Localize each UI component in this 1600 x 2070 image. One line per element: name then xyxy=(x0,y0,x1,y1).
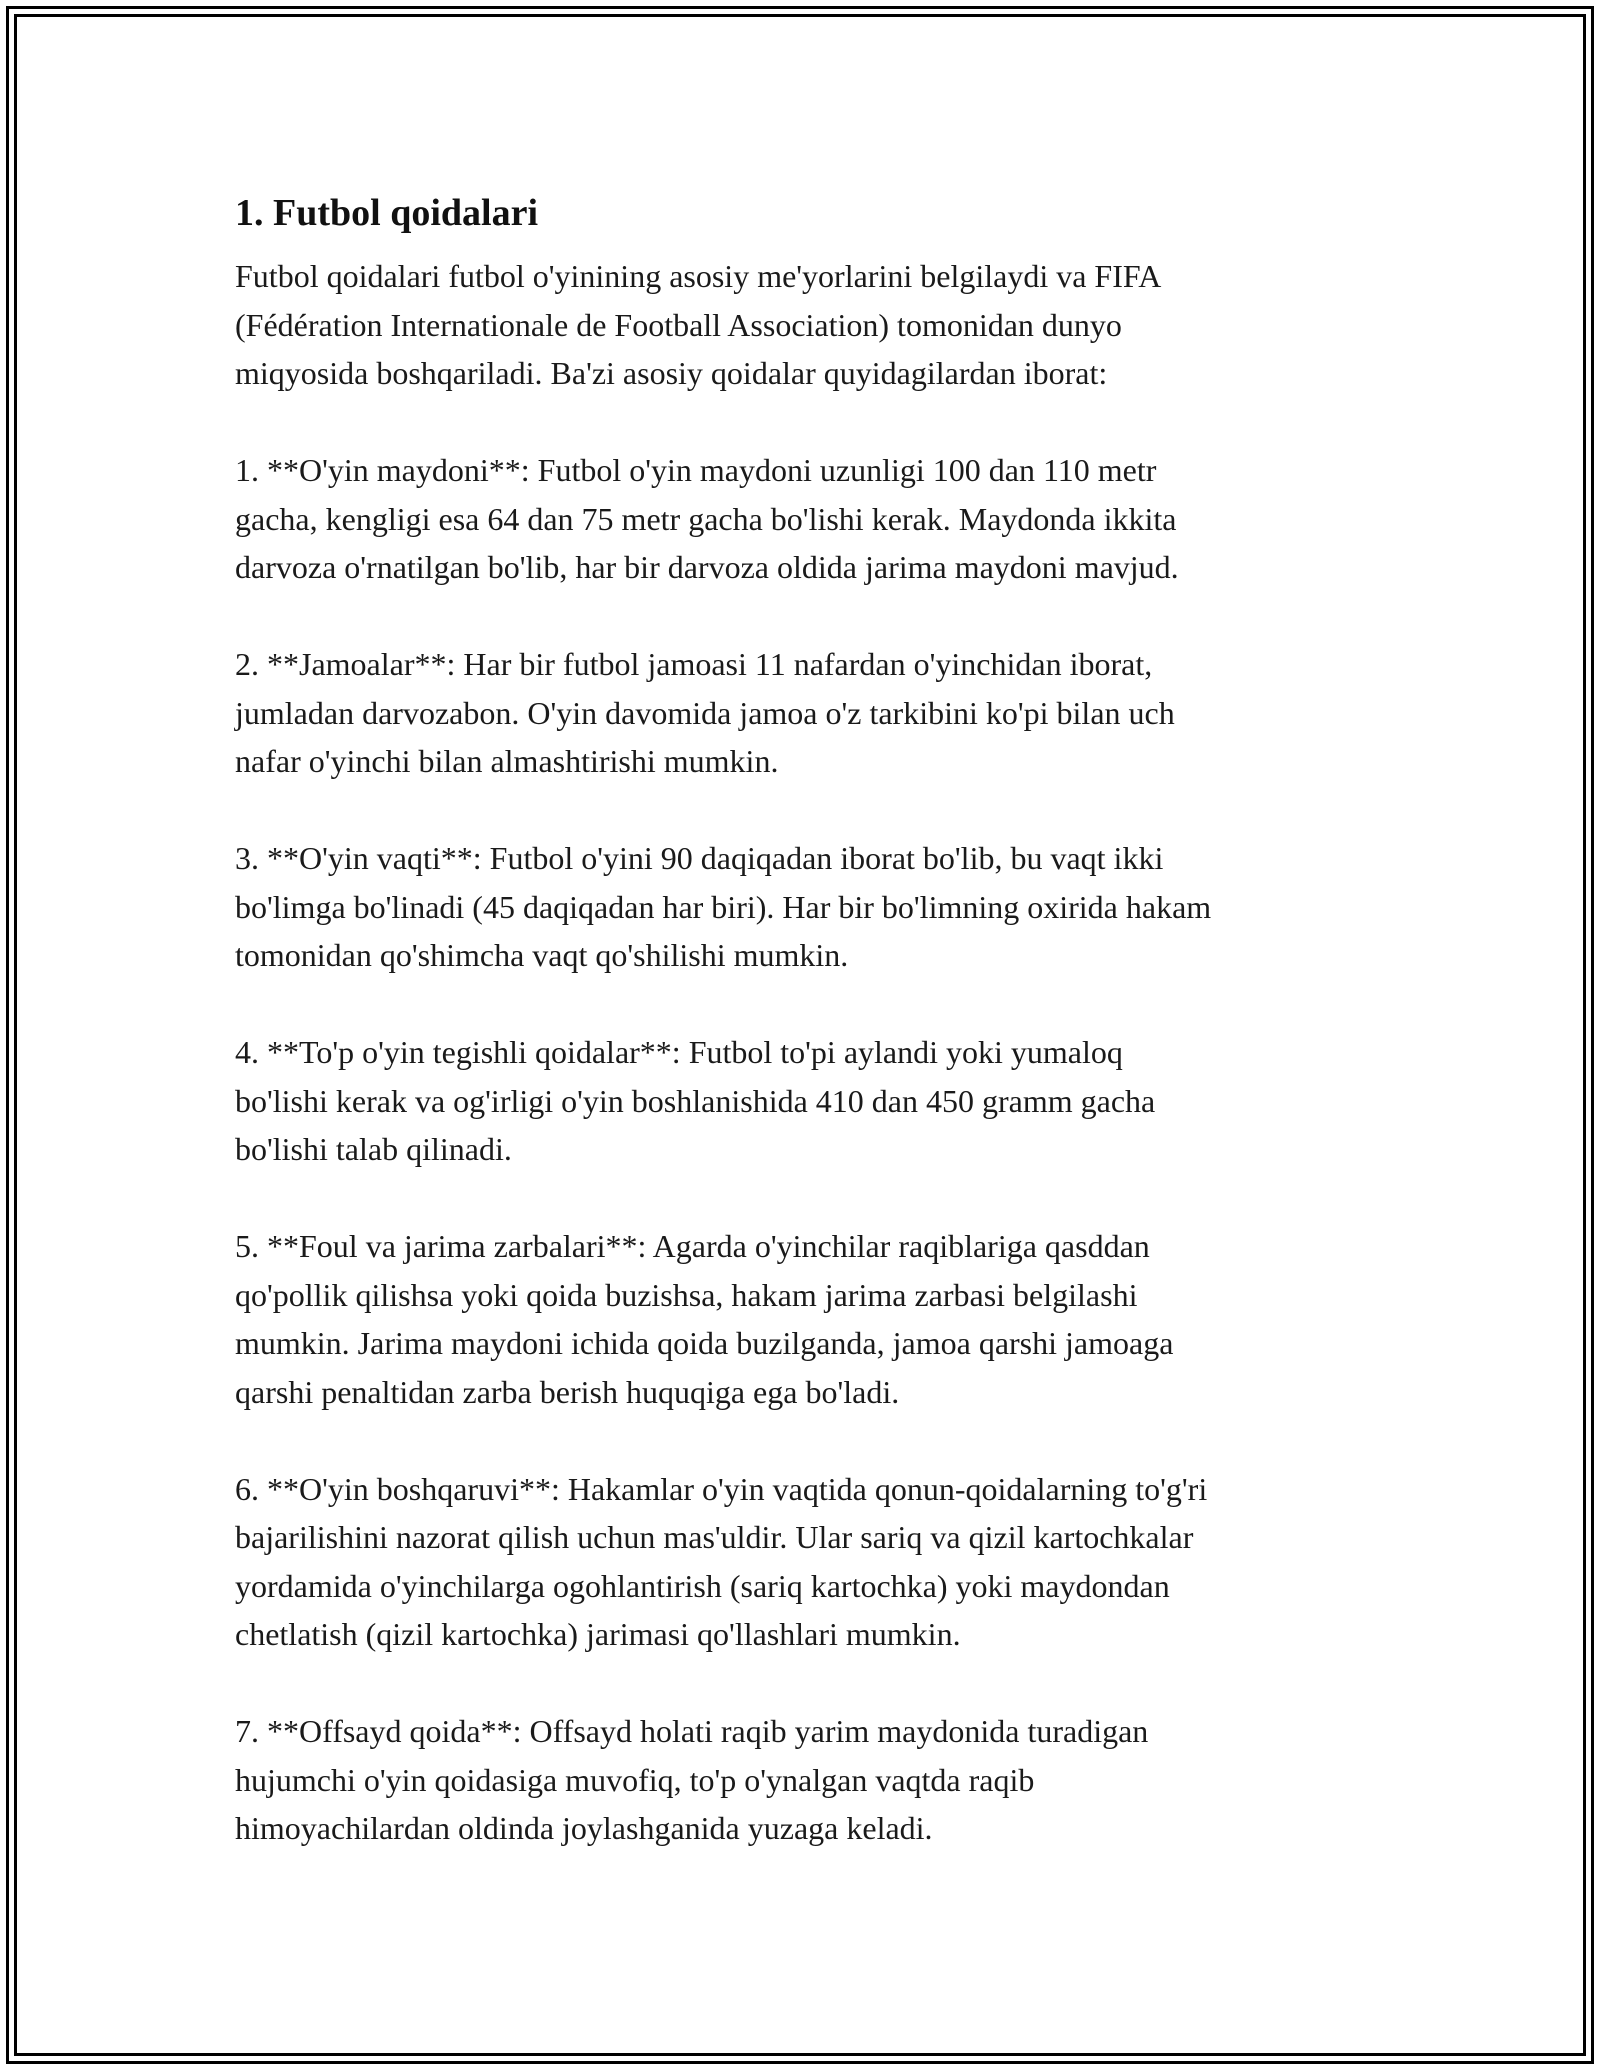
paragraph-line: darvoza o'rnatilgan bo'lib, har bir darvoza oldida jarima maydoni mavjud. xyxy=(235,549,1179,585)
intro-paragraph xyxy=(235,252,1395,398)
paragraph-line: bo'lishi kerak va og'irligi o'yin boshlanishida 410 dan 450 gramm gacha xyxy=(235,1082,1156,1119)
rule-paragraph-7 xyxy=(235,1707,1395,1853)
paragraph-line: 2. **Jamoalar**: Har bir futbol jamoasi 11 nafardan o'yinchidan iborat, xyxy=(235,646,1153,682)
document-title: 1. Futbol qoidalari xyxy=(235,192,538,234)
paragraph-line: bajarilishini nazorat qilish uchun mas'uldir. Ular sariq va qizil kartochkalar xyxy=(235,1519,1194,1555)
paragraph-line: 6. **O'yin boshqaruvi**: Hakamlar o'yin vaqtida qonun-qoidalarning to'g'ri xyxy=(235,1470,1208,1507)
paragraph-line: chetlatish (qizil kartochka) jarimasi qo'llashlari mumkin. xyxy=(235,1616,961,1652)
rule-paragraph-3 xyxy=(235,834,1395,980)
paragraph-line: (Fédération Internationale de Football Association) tomonidan dunyo xyxy=(235,306,1122,343)
paragraph-line: mumkin. Jarima maydoni ichida qoida buzilganda, jamoa qarshi jamoaga xyxy=(235,1325,1174,1361)
rule-paragraph-2 xyxy=(235,640,1395,786)
paragraph-line: yordamida o'yinchilarga ogohlantirish (sariq kartochka) yoki maydondan xyxy=(235,1567,1170,1604)
paragraph-line: 5. **Foul va jarima zarbalari**: Agarda o'yinchilar raqiblariga qasddan xyxy=(235,1228,1150,1264)
rule-paragraph-5 xyxy=(235,1222,1395,1416)
rule-paragraph-1 xyxy=(235,446,1395,592)
paragraph-line: qarshi penaltidan zarba berish huquqiga ega bo'ladi. xyxy=(235,1373,900,1410)
rule-paragraph-6 xyxy=(235,1465,1395,1659)
paragraph-line: 3. **O'yin vaqti**: Futbol o'yini 90 daqiqadan iborat bo'lib, bu vaqt ikki xyxy=(235,840,1164,876)
paragraph-line: bo'limga bo'linadi (45 daqiqadan har biri). Har bir bo'limning oxirida hakam xyxy=(235,888,1212,925)
paragraph-line: himoyachilardan oldinda joylashganida yuzaga keladi. xyxy=(235,1810,933,1846)
paragraph-line: qo'pollik qilishsa yoki qoida buzishsa, hakam jarima zarbasi belgilashi xyxy=(235,1276,1138,1313)
paragraph-line: hujumchi o'yin qoidasiga muvofiq, to'p o'ynalgan vaqtda raqib xyxy=(235,1761,1035,1798)
paragraph-line: 1. **O'yin maydoni**: Futbol o'yin maydoni uzunligi 100 dan 110 metr xyxy=(235,452,1157,488)
paragraph-line: jumladan darvozabon. O'yin davomida jamoa o'z tarkibini ko'pi bilan uch xyxy=(235,694,1175,731)
paragraph-line: miqyosida boshqariladi. Ba'zi asosiy qoidalar quyidagilardan iborat: xyxy=(235,355,1108,391)
paragraph-line: nafar o'yinchi bilan almashtirishi mumkin. xyxy=(235,743,779,779)
paragraph-line: bo'lishi talab qilinadi. xyxy=(235,1131,512,1167)
paragraph-line: 4. **To'p o'yin tegishli qoidalar**: Futbol to'pi aylandi yoki yumaloq xyxy=(235,1034,1123,1070)
paragraph-line: 7. **Offsayd qoida**: Offsayd holati raqib yarim maydonida turadigan xyxy=(235,1713,1149,1749)
paragraph-line: tomonidan qo'shimcha vaqt qo'shilishi mumkin. xyxy=(235,937,849,973)
document-body xyxy=(235,188,1395,1901)
rule-paragraph-4 xyxy=(235,1028,1395,1174)
paragraph-line: Futbol qoidalari futbol o'yinining asosiy me'yorlarini belgilaydi va FIFA xyxy=(235,258,1162,294)
paragraph-line: gacha, kengligi esa 64 dan 75 metr gacha bo'lishi kerak. Maydonda ikkita xyxy=(235,500,1177,537)
